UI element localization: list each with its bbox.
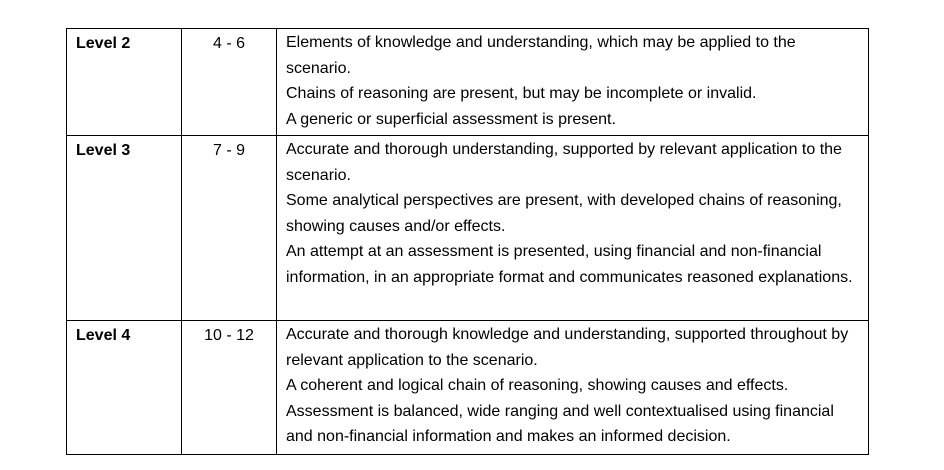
table-row (67, 29, 869, 136)
level-label: Level 3 (67, 136, 182, 321)
descriptor-text: Chains of reasoning are present, but may be incomplete or invalid. (286, 85, 757, 103)
table-row (67, 136, 869, 321)
descriptor-text: Elements of knowledge and understanding, which may be applied to the scenario. (286, 34, 796, 77)
level-descriptors (277, 29, 869, 136)
level-label: Level 4 (67, 321, 182, 455)
descriptor-text: A generic or superficial assessment is present. (286, 110, 616, 128)
mark-range: 7 - 9 (182, 136, 277, 321)
descriptor-text: Assessment is balanced, wide ranging and well contextualised using financial and non-financial information and makes an informed decision. (286, 402, 834, 446)
level-label: Level 2 (67, 29, 182, 136)
descriptor-text: An attempt at an assessment is presented, using financial and non-financial information, in an appropriate format and communicates reasoned explanations. (286, 243, 853, 286)
level-descriptors (277, 321, 869, 455)
level-descriptors (277, 136, 869, 321)
descriptor-text: Some analytical perspectives are present, with developed chains of reasoning, showing causes and/or effects. (286, 192, 842, 235)
descriptor-text: Accurate and thorough understanding, supported by relevant application to the scenario. (286, 141, 842, 184)
descriptor-text: A coherent and logical chain of reasoning, showing causes and effects. (286, 377, 789, 395)
mark-range: 4 - 6 (182, 29, 277, 136)
table-row (67, 321, 869, 455)
descriptor-text: Accurate and thorough knowledge and understanding, supported throughout by relevant application to the scenario. (286, 326, 849, 369)
mark-range: 10 - 12 (182, 321, 277, 455)
level-descriptor-table (66, 28, 869, 455)
